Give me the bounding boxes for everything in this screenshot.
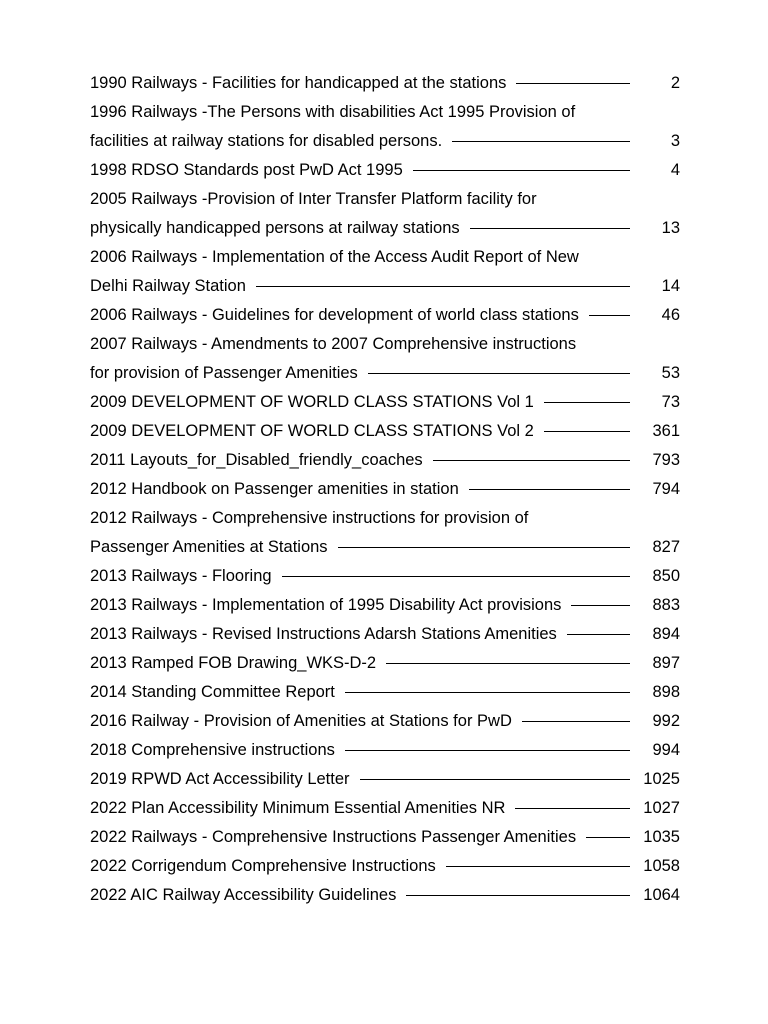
toc-page-number: 53 (661, 364, 680, 382)
toc-page-number: 46 (661, 306, 680, 324)
toc-page-number: 2 (670, 74, 680, 92)
toc-entry-last-line (90, 794, 680, 823)
toc-entry-title-wrap (90, 678, 630, 707)
toc-entry-title: 2022 Railways - Comprehensive Instructions Passenger Amenities (90, 828, 577, 846)
toc-entry-title: 2022 Plan Accessibility Minimum Essential Amenities NR (90, 799, 506, 817)
toc-entry-title-line: 2005 Railways -Provision of Inter Transfer Platform facility for (90, 190, 537, 208)
toc-page-number: 14 (661, 277, 680, 295)
toc-page-number: 898 (652, 683, 680, 701)
toc-entry-title-line: 1996 Railways -The Persons with disabilities Act 1995 Provision of (90, 103, 576, 121)
toc-leader-line (368, 373, 630, 374)
toc-entry-last-line (90, 272, 680, 301)
toc-entry-title-wrap (90, 417, 630, 446)
toc-entry-last-line (90, 417, 680, 446)
toc-entry-title: 2014 Standing Committee Report (90, 683, 335, 701)
toc-leader-line (567, 634, 630, 635)
toc-entry-last-line (90, 388, 680, 417)
toc-page-number: 827 (652, 538, 680, 556)
toc-entry-title-wrap (90, 649, 630, 678)
toc-entry-title: 2011 Layouts_for_Disabled_friendly_coaches (90, 451, 423, 469)
toc-leader-line (345, 692, 630, 693)
toc-entry-title-wrap (90, 359, 630, 388)
toc-page-number: 1058 (643, 857, 680, 875)
toc-entry-title-wrap (90, 446, 630, 475)
toc-page-number: 994 (652, 741, 680, 759)
toc-entry-last-line (90, 156, 680, 185)
toc-leader-line (522, 721, 630, 722)
toc-entry-title-wrap (90, 562, 630, 591)
toc-entry-title-wrap (90, 881, 630, 910)
toc-entry[interactable] (90, 852, 680, 881)
toc-entry-title-wrap (90, 620, 630, 649)
toc-entry-title-wrap (90, 794, 630, 823)
toc-entry-last-line (90, 214, 680, 243)
toc-entry-last-line (90, 649, 680, 678)
toc-entry-last-line (90, 562, 680, 591)
toc-entry[interactable] (90, 504, 680, 562)
toc-entry[interactable] (90, 446, 680, 475)
toc-leader-line (515, 808, 630, 809)
toc-entry-title-wrap (90, 475, 630, 504)
toc-entry-title-wrap (90, 852, 630, 881)
toc-entry-title: physically handicapped persons at railway stations (90, 219, 460, 237)
toc-entry-last-line (90, 736, 680, 765)
toc-entry[interactable] (90, 417, 680, 446)
toc-leader-line (470, 228, 630, 229)
toc-page-number: 850 (652, 567, 680, 585)
toc-entry[interactable] (90, 678, 680, 707)
toc-entry-last-line (90, 823, 680, 852)
toc-entry[interactable] (90, 649, 680, 678)
toc-entry-last-line (90, 69, 680, 98)
toc-entry[interactable] (90, 388, 680, 417)
toc-entry-title: 2013 Ramped FOB Drawing_WKS-D-2 (90, 654, 377, 672)
toc-entry-title-line: 2007 Railways - Amendments to 2007 Comprehensive instructions (90, 335, 577, 353)
toc-entry[interactable] (90, 301, 680, 330)
toc-leader-line (516, 83, 630, 84)
toc-entry[interactable] (90, 562, 680, 591)
toc-entry-last-line (90, 359, 680, 388)
toc-leader-line (446, 866, 630, 867)
toc-leader-line (433, 460, 630, 461)
table-of-contents (90, 69, 680, 910)
toc-entry-last-line (90, 707, 680, 736)
toc-entry-title: Delhi Railway Station (90, 277, 246, 295)
toc-leader-line (544, 431, 630, 432)
toc-entry-title-wrap (90, 591, 630, 620)
toc-entry-last-line (90, 678, 680, 707)
toc-entry-last-line (90, 765, 680, 794)
toc-page-number: 883 (652, 596, 680, 614)
toc-page-number: 73 (661, 393, 680, 411)
toc-entry-title: 1998 RDSO Standards post PwD Act 1995 (90, 161, 403, 179)
toc-entry-title-wrap (90, 214, 630, 243)
toc-page-number: 1027 (643, 799, 680, 817)
toc-page-number: 897 (652, 654, 680, 672)
toc-entry[interactable] (90, 620, 680, 649)
toc-entry[interactable] (90, 330, 680, 388)
toc-entry-title: 2012 Handbook on Passenger amenities in station (90, 480, 459, 498)
toc-entry-title: facilities at railway stations for disabled persons. (90, 132, 443, 150)
toc-entry-title: 2016 Railway - Provision of Amenities at Stations for PwD (90, 712, 512, 730)
toc-entry-title: for provision of Passenger Amenities (90, 364, 358, 382)
toc-page-number: 793 (652, 451, 680, 469)
toc-page-number: 13 (661, 219, 680, 237)
toc-entry-title: 2006 Railways - Guidelines for development of world class stations (90, 306, 579, 324)
toc-leader-line (360, 779, 630, 780)
toc-leader-line (406, 895, 630, 896)
toc-entry-title: 2022 AIC Railway Accessibility Guidelines (90, 886, 397, 904)
toc-entry[interactable] (90, 475, 680, 504)
toc-entry-title: 2013 Railways - Revised Instructions Adarsh Stations Amenities (90, 625, 557, 643)
toc-page-number: 3 (670, 132, 680, 150)
toc-entry-title: 2019 RPWD Act Accessibility Letter (90, 770, 350, 788)
toc-entry[interactable] (90, 98, 680, 156)
toc-entry-title-wrap (90, 272, 630, 301)
toc-leader-line (452, 141, 630, 142)
toc-leader-line (589, 315, 630, 316)
toc-entry[interactable] (90, 736, 680, 765)
toc-entry[interactable] (90, 823, 680, 852)
toc-page-number: 992 (652, 712, 680, 730)
toc-leader-line (345, 750, 630, 751)
toc-page-number: 361 (652, 422, 680, 440)
toc-leader-line (338, 547, 630, 548)
toc-entry-title-wrap (90, 736, 630, 765)
toc-entry-last-line (90, 475, 680, 504)
toc-entry[interactable] (90, 591, 680, 620)
toc-page-number: 894 (652, 625, 680, 643)
toc-entry-title: 2022 Corrigendum Comprehensive Instructions (90, 857, 436, 875)
toc-entry[interactable] (90, 707, 680, 736)
toc-entry-title-wrap (90, 156, 630, 185)
toc-entry-title-wrap (90, 301, 630, 330)
toc-entry-last-line (90, 533, 680, 562)
toc-entry-title-line: 2012 Railways - Comprehensive instructions for provision of (90, 509, 529, 527)
toc-entry-title: 2018 Comprehensive instructions (90, 741, 335, 759)
toc-leader-line (282, 576, 630, 577)
toc-entry-title-wrap (90, 69, 630, 98)
toc-entry-title-wrap (90, 823, 630, 852)
toc-entry[interactable] (90, 156, 680, 185)
toc-entry[interactable] (90, 881, 680, 910)
toc-entry-title: 2013 Railways - Flooring (90, 567, 272, 585)
toc-entry-title-wrap (90, 127, 630, 156)
toc-leader-line (256, 286, 630, 287)
toc-entry-last-line (90, 301, 680, 330)
toc-entry-title: Passenger Amenities at Stations (90, 538, 328, 556)
toc-page-number: 1035 (643, 828, 680, 846)
toc-leader-line (571, 605, 630, 606)
toc-entry-title: 2009 DEVELOPMENT OF WORLD CLASS STATIONS Vol 1 (90, 393, 534, 411)
toc-leader-line (469, 489, 630, 490)
toc-entry-last-line (90, 620, 680, 649)
toc-entry-title-wrap (90, 533, 630, 562)
toc-entry[interactable] (90, 185, 680, 243)
toc-entry-title-wrap (90, 707, 630, 736)
toc-leader-line (386, 663, 630, 664)
toc-entry[interactable] (90, 243, 680, 301)
toc-page-number: 1064 (643, 886, 680, 904)
toc-entry-last-line (90, 127, 680, 156)
toc-entry[interactable] (90, 69, 680, 98)
toc-entry-title-wrap (90, 388, 630, 417)
toc-entry-title-line: 2006 Railways - Implementation of the Access Audit Report of New (90, 248, 579, 266)
toc-leader-line (544, 402, 630, 403)
toc-entry[interactable] (90, 794, 680, 823)
toc-entry-title: 2009 DEVELOPMENT OF WORLD CLASS STATIONS Vol 2 (90, 422, 534, 440)
toc-page-number: 794 (652, 480, 680, 498)
toc-entry[interactable] (90, 765, 680, 794)
toc-page-number: 1025 (643, 770, 680, 788)
toc-entry-title: 1990 Railways - Facilities for handicapped at the stations (90, 74, 507, 92)
toc-entry-last-line (90, 881, 680, 910)
toc-leader-line (586, 837, 630, 838)
toc-page-number: 4 (670, 161, 680, 179)
toc-entry-last-line (90, 852, 680, 881)
toc-entry-last-line (90, 446, 680, 475)
toc-entry-title-wrap (90, 765, 630, 794)
toc-entry-title: 2013 Railways - Implementation of 1995 Disability Act provisions (90, 596, 562, 614)
toc-leader-line (413, 170, 630, 171)
toc-entry-last-line (90, 591, 680, 620)
